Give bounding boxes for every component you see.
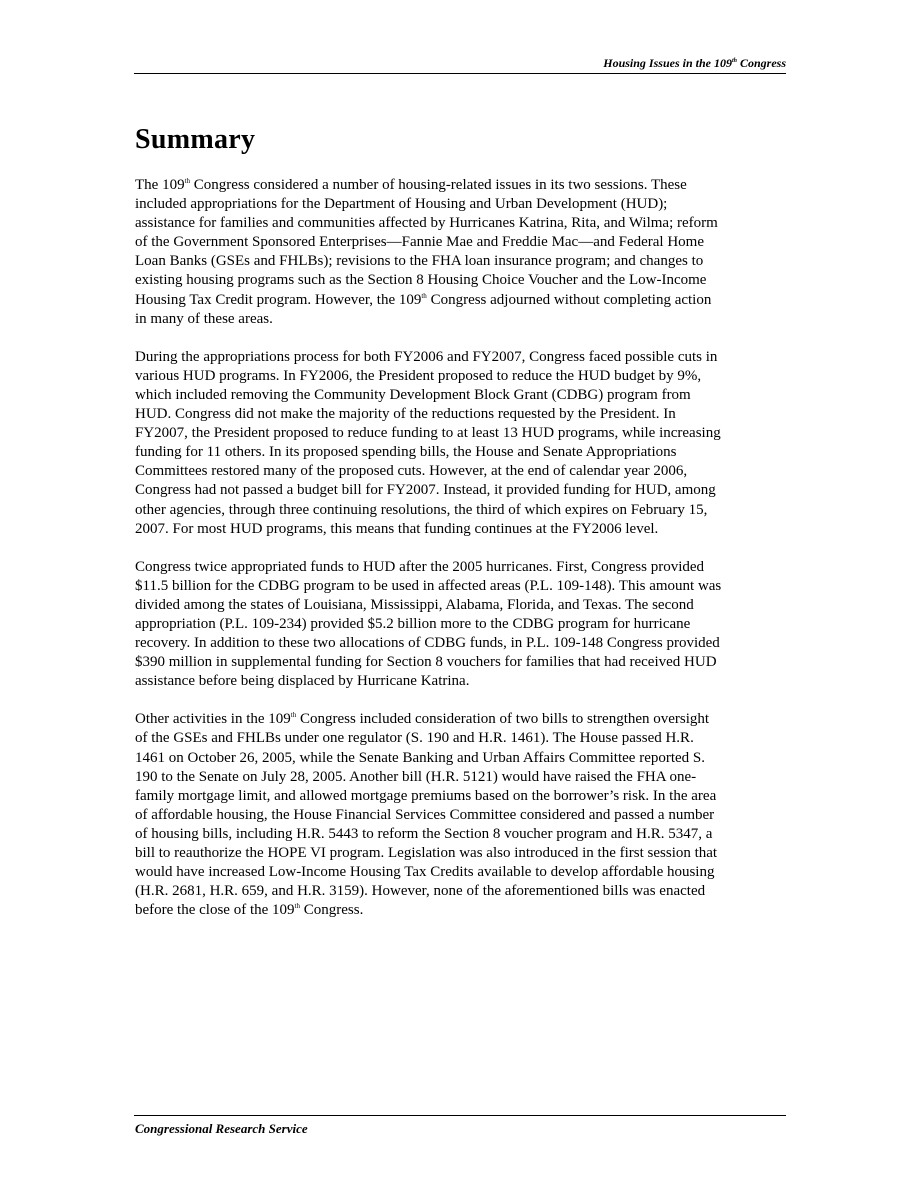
paragraph-line <box>135 558 787 577</box>
section-heading: Summary <box>135 124 256 155</box>
text-segment: Congress twice appropriated funds to HUD after the 2005 hurricanes. First, Congress provided <box>135 558 705 575</box>
text-segment: assistance for families and communities affected by Hurricanes Katrina, Rita, and Wilma; reform <box>135 215 718 232</box>
text-segment: Other activities in the 109 <box>135 711 291 728</box>
running-header <box>134 55 786 74</box>
summary-paragraph <box>135 348 787 539</box>
running-footer <box>134 1115 786 1136</box>
text-segment: before the close of the 109 <box>135 902 295 919</box>
paragraph-line <box>135 787 787 806</box>
header-title-suffix: Congress <box>736 56 786 70</box>
paragraph-line <box>135 520 787 539</box>
text-segment: $390 million in supplemental funding for Section 8 vouchers for families that had received HUD <box>135 654 717 671</box>
ordinal-superscript: th <box>290 711 297 720</box>
paragraph-line <box>135 367 787 386</box>
paragraph-line <box>135 615 787 634</box>
text-segment: which included removing the Community Development Block Grant (CDBG) program from <box>135 386 691 403</box>
paragraph-line <box>135 405 787 424</box>
text-segment: (H.R. 2681, H.R. 659, and H.R. 3159). However, none of the aforementioned bills was enacted <box>135 883 706 900</box>
paragraph-line <box>135 844 787 863</box>
header-title <box>603 56 786 71</box>
text-segment: Congress had not passed a budget bill for FY2007. Instead, it provided funding for HUD, among <box>135 482 716 499</box>
text-segment: Committees restored many of the proposed cuts. However, at the end of calendar year 2006, <box>135 463 688 480</box>
paragraph-line <box>135 424 787 443</box>
paragraph-line <box>135 195 787 214</box>
paragraph-line <box>135 214 787 233</box>
paragraph-line <box>135 443 787 462</box>
ordinal-superscript: th <box>421 291 427 300</box>
text-segment: Congress. <box>299 902 364 919</box>
text-segment: 190 to the Senate on July 28, 2005. Another bill (H.R. 5121) would have raised the FHA one- <box>135 768 697 785</box>
paragraph-line <box>135 749 787 768</box>
header-title-superscript: th <box>731 58 737 64</box>
paragraph-line <box>135 729 787 748</box>
ordinal-superscript: th <box>294 902 300 911</box>
paragraph-line <box>135 252 787 271</box>
text-segment: would have increased Low-Income Housing Tax Credits available to develop affordable housing <box>135 864 715 881</box>
text-segment: included appropriations for the Department of Housing and Urban Development (HUD); <box>135 196 668 213</box>
paragraph-line <box>135 634 787 653</box>
paragraph-line <box>135 481 787 500</box>
paragraph-line <box>135 901 787 920</box>
paragraph-line <box>135 348 787 367</box>
paragraph-line <box>135 271 787 290</box>
paragraph-line <box>135 710 787 729</box>
text-segment: Congress adjourned without completing action <box>426 291 712 308</box>
paragraph-line <box>135 310 787 329</box>
paragraph-line <box>135 863 787 882</box>
text-segment: funding for 11 others. In its proposed spending bills, the House and Senate Appropriations <box>135 444 677 461</box>
text-segment: 1461 on October 26, 2005, while the Senate Banking and Urban Affairs Committee reported S. <box>135 749 706 766</box>
text-segment: of affordable housing, the House Financial Services Committee considered and passed a number <box>135 806 715 823</box>
text-segment: During the appropriations process for both FY2006 and FY2007, Congress faced possible cuts in <box>135 348 718 365</box>
text-segment: in many of these areas. <box>135 310 273 327</box>
summary-paragraph <box>135 710 787 920</box>
text-segment: Congress considered a number of housing-related issues in its two sessions. These <box>190 177 687 193</box>
text-segment: of the Government Sponsored Enterprises—Fannie Mae and Freddie Mac—and Federal Home <box>135 234 705 251</box>
ordinal-superscript: th <box>184 177 191 185</box>
summary-body <box>135 176 787 939</box>
summary-paragraph <box>135 176 787 329</box>
footer-text: Congressional Research Service <box>135 1121 308 1136</box>
text-segment: bill to reauthorize the HOPE VI program. Legislation was also introduced in the first session that <box>135 845 718 861</box>
paragraph-line <box>135 386 787 405</box>
paragraph-line <box>135 825 787 844</box>
paragraph-line <box>135 577 787 596</box>
text-segment: 2007. For most HUD programs, this means that funding continues at the FY2006 level. <box>135 520 659 537</box>
text-segment: other agencies, through three continuing resolutions, the third of which expires on February 15, <box>135 501 708 518</box>
text-segment: of the GSEs and FHLBs under one regulator (S. 190 and H.R. 1461). The House passed H.R. <box>135 730 694 747</box>
paragraph-line <box>135 806 787 825</box>
paragraph-line <box>135 501 787 520</box>
text-segment: existing housing programs such as the Section 8 Housing Choice Voucher and the Low-Income <box>135 272 707 289</box>
text-segment: The 109 <box>135 177 185 193</box>
paragraph-line <box>135 233 787 252</box>
text-segment: divided among the states of Louisiana, Mississippi, Alabama, Florida, and Texas. The second <box>135 596 694 613</box>
text-segment: $11.5 billion for the CDBG program to be used in affected areas (P.L. 109-148). This amount was <box>135 577 722 594</box>
text-segment: recovery. In addition to these two allocations of CDBG funds, in P.L. 109-148 Congress provided <box>135 635 720 652</box>
header-title-prefix: Housing Issues in the 109 <box>603 56 732 70</box>
text-segment: HUD. Congress did not make the majority of the reductions requested by the President. In <box>135 406 676 423</box>
paragraph-line <box>135 882 787 901</box>
text-segment: Loan Banks (GSEs and FHLBs); revisions to the FHA loan insurance program; and changes to <box>135 253 704 270</box>
text-segment: various HUD programs. In FY2006, the President proposed to reduce the HUD budget by 9%, <box>135 367 702 384</box>
paragraph-line <box>135 462 787 481</box>
paragraph-line <box>135 653 787 672</box>
paragraph-line <box>135 176 787 195</box>
text-segment: appropriation (P.L. 109-234) provided $5.2 billion more to the CDBG program for hurricane <box>135 615 691 632</box>
text-segment: FY2007, the President proposed to reduce funding to at least 13 HUD programs, while increasing <box>135 425 721 442</box>
paragraph-line <box>135 596 787 615</box>
paragraph-line <box>135 672 787 691</box>
text-segment: assistance before being displaced by Hurricane Katrina. <box>135 673 470 690</box>
text-segment: Congress included consideration of two bills to strengthen oversight <box>296 711 710 728</box>
paragraph-line <box>135 291 787 310</box>
summary-paragraph <box>135 558 787 692</box>
text-segment: of housing bills, including H.R. 5443 to reform the Section 8 voucher program and H.R. 5347, a <box>135 825 713 842</box>
text-segment: Housing Tax Credit program. However, the 109 <box>135 291 422 308</box>
paragraph-line <box>135 768 787 787</box>
text-segment: family mortgage limit, and allowed mortgage premiums based on the borrower’s risk. In the area <box>135 787 717 804</box>
